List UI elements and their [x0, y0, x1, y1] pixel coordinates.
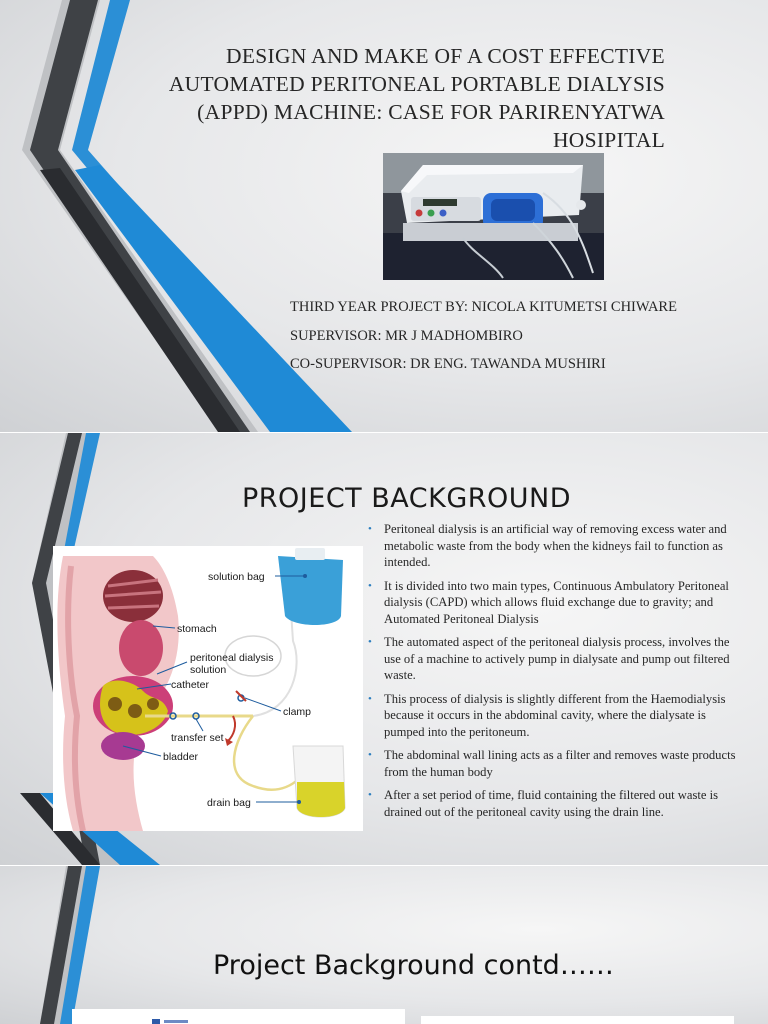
bullet-icon: •: [368, 692, 372, 705]
decorative-stripes: [0, 866, 768, 1024]
label-pd-solution-1: peritoneal dialysis: [190, 652, 274, 664]
title-slide: [0, 0, 768, 432]
slide-title: PROJECT BACKGROUND: [242, 483, 572, 514]
bullet-icon: •: [368, 636, 372, 648]
list-item: • The automated aspect of the peritoneal dialysis process, involves the use of a machine to actively pump in dialysate and pump out filtered waste.: [368, 635, 730, 682]
slide-title: Project Background contd……: [213, 950, 614, 981]
background-slide: [0, 433, 768, 865]
label-pd-solution-2: solution: [190, 664, 227, 676]
list-item: • It is divided into two main types, Continuous Ambulatory Peritoneal dialysis (CAPD) which allows fluid exchange due to gravity; and Automated Peritoneal Dialysis: [368, 578, 729, 626]
list-item: • After a set period of time, fluid containing the filtered out waste is drained out of the peritoneal cavity using the drain line.: [368, 788, 718, 819]
bullet-icon: •: [368, 523, 372, 535]
project-credits: [290, 297, 677, 383]
list-item: • The abdominal wall lining acts as a filter and removes waste products from the human body: [368, 748, 736, 779]
peritoneal-dialysis-diagram: [53, 546, 363, 831]
background-bullet-list: [366, 521, 738, 827]
label-drain-bag: drain bag: [207, 797, 251, 809]
background-contd-slide: [0, 866, 768, 1024]
project-co-supervisor: CO-SUPERVISOR: DR ENG. TAWANDA MUSHIRI: [290, 356, 606, 372]
label-transfer-set: transfer set: [171, 732, 224, 744]
label-bladder: bladder: [163, 751, 199, 763]
label-catheter: catheter: [171, 679, 209, 691]
slide-title: DESIGN AND MAKE OF A COST EFFECTIVE AUTOMATED PERITONEAL PORTABLE DIALYSIS (APPD) MACHINE: CASE FOR PARIRENYATWA HOSIPITAL: [168, 44, 665, 152]
label-stomach: stomach: [177, 623, 217, 635]
list-item: • This process of dialysis is slightly different from the Haemodialysis because it occurs in the abdominal cavity, where the dialysate is pumped into the peritoneum.: [368, 691, 726, 739]
dialysis-machine-photo: [383, 153, 604, 280]
label-clamp: clamp: [283, 706, 312, 718]
figure-image: [421, 1016, 734, 1024]
bullet-icon: •: [368, 789, 372, 801]
label-solution-bag: solution bag: [208, 571, 265, 583]
project-author: THIRD YEAR PROJECT BY: NICOLA KITUMETSI CHIWARE: [290, 299, 677, 315]
project-supervisor: SUPERVISOR: MR J MADHOMBIRO: [290, 327, 523, 344]
list-item: • Peritoneal dialysis is an artificial way of removing excess water and metabolic waste from the body when the kidneys fail to function as intended.: [368, 522, 727, 569]
bullet-icon: •: [368, 749, 372, 761]
figure-image: [72, 1009, 405, 1024]
bullet-icon: •: [368, 579, 372, 592]
